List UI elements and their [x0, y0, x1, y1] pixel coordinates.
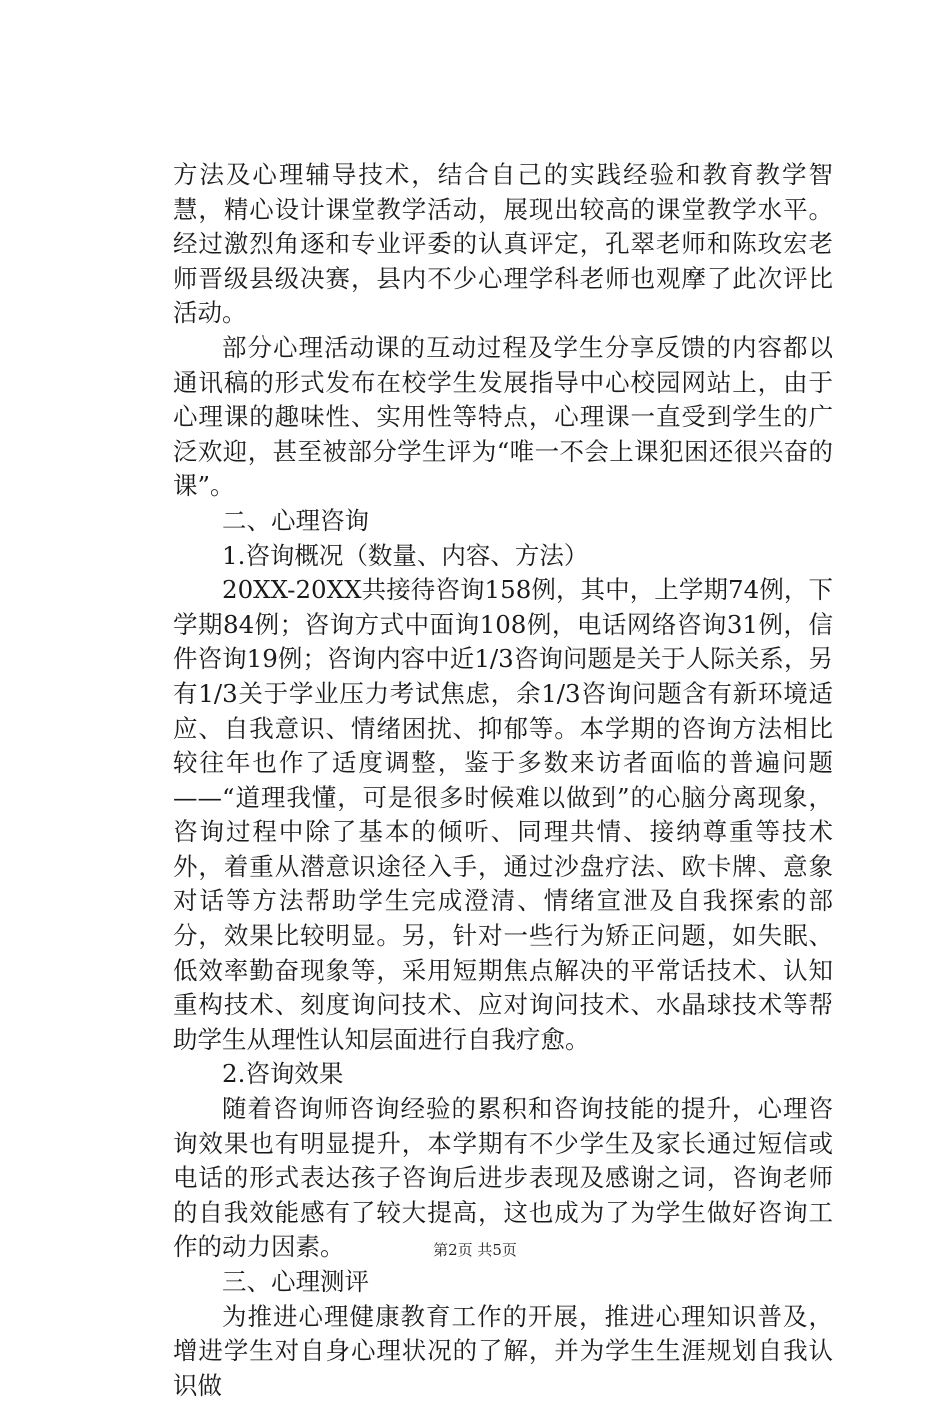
page-number-footer: 第2页 共5页: [433, 1241, 517, 1259]
subheading-counseling-effect: 2.咨询效果: [222, 1059, 344, 1089]
section-heading-counseling: 二、心理咨询: [222, 505, 369, 535]
paragraph-counseling-overview: 20XX-20XX共接待咨询158例，其中，上学期74例，下学期84例；咨询方式中面询108例，电话网络咨询31例，信件咨询19例；咨询内容中近1/3咨询问题是关于人际关系，另有1/3关于学业压力考试焦虑，余1/3咨询问题含有新环境适应、自我意识、情绪困扰、抑郁等。本学期的咨询方法相比较往年也作了适度调整，鉴于多数来访者面临的普遍问题——“道理我懂，可是很多时候难以做到”的心脑分离现象，咨询过程中除了基本的倾听、同理共情、接纳尊重等技术外，着重从潜意识途径入手，通过沙盘疗法、欧卡牌、意象对话等方法帮助学生完成澄清、情绪宣泄及自我探索的部分，效果比较明显。另，针对一些行为矫正问题，如失眠、低效率勤奋现象等，采用短期焦点解决的平常话技术、认知重构技术、刻度询问技术、应对询问技术、水晶球技术等帮助学生从理性认知层面进行自我疗愈。: [173, 575, 833, 1054]
section-heading-assessment: 三、心理测评: [222, 1267, 369, 1296]
document-body: [173, 158, 833, 1403]
paragraph-counseling-effect: 随着咨询师咨询经验的累积和咨询技能的提升，心理咨询效果也有明显提升，本学期有不少学生及家长通过短信或电话的形式表达孩子咨询后进步表现及感谢之词，咨询老师的自我效能感有了较大提高，这也成为了为学生做好咨询工作的动力因素。: [173, 1094, 833, 1262]
paragraph-assessment: 为推进心理健康教育工作的开展，推进心理知识普及，增进学生对自身心理状况的了解，并为学生生涯规划自我认识做: [173, 1301, 833, 1400]
paragraph-continuation: 方法及心理辅导技术，结合自己的实践经验和教育教学智慧，精心设计课堂教学活动，展现出较高的课堂教学水平。经过激烈角逐和专业评委的认真评定，孔翠老师和陈玫宏老师晋级县级决赛，县内不少心理学科老师也观摩了此次评比活动。: [173, 160, 833, 328]
subheading-counseling-overview: 1.咨询概况（数量、内容、方法）: [222, 540, 589, 570]
paragraph-activity-feedback: 部分心理活动课的互动过程及学生分享反馈的内容都以通讯稿的形式发布在校学生发展指导中心校园网站上，由于心理课的趣味性、实用性等特点，心理课一直受到学生的广泛欢迎，甚至被部分学生评为“唯一不会上课犯困还很兴奋的课”。: [173, 332, 833, 501]
